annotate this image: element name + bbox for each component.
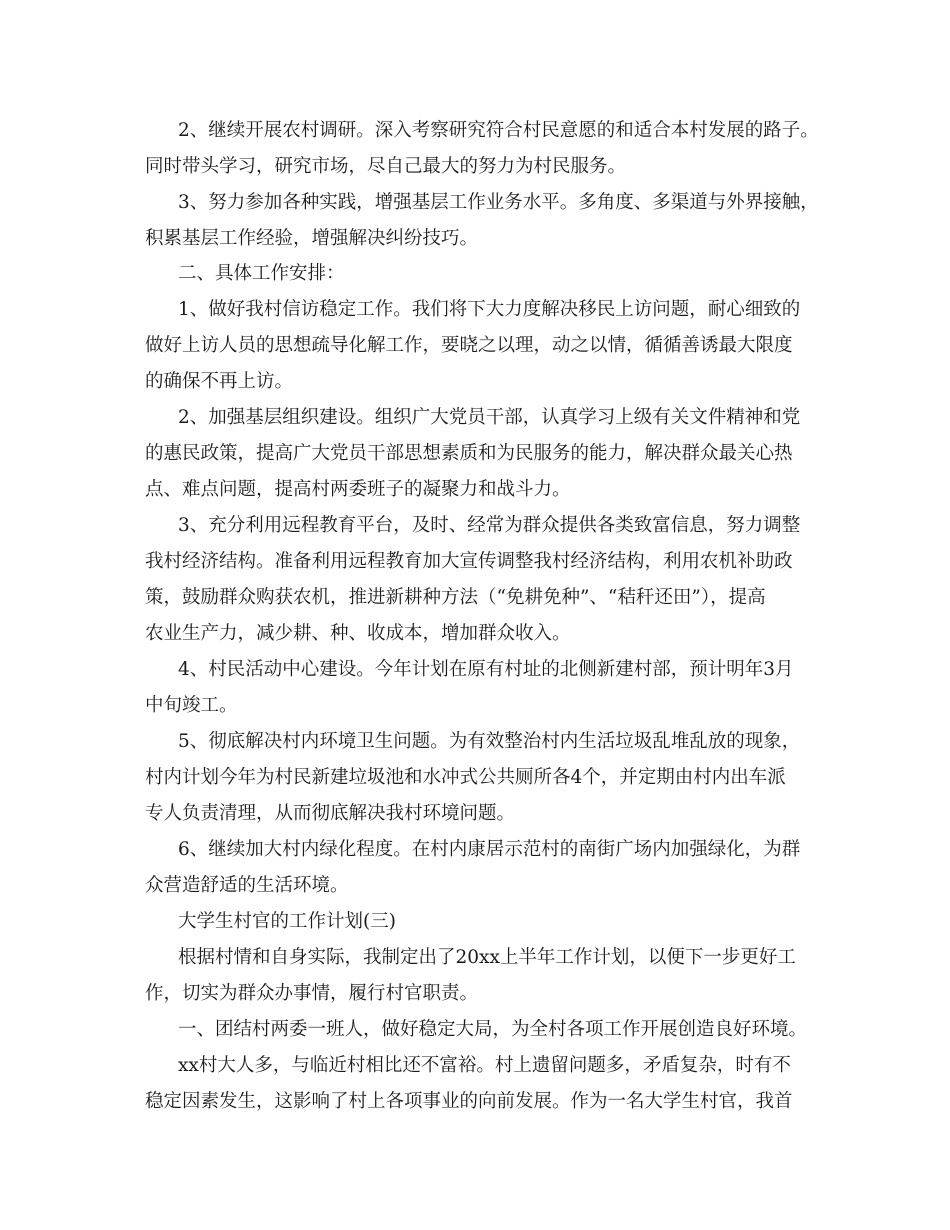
paragraph-line: 稳定因素发生，这影响了村上各项事业的向前发展。作为一名大学生村官，我首	[145, 1091, 793, 1112]
paragraph-line: xx村大人多，与临近村相比还不富裕。村上遗留问题多，矛盾复杂，时有不	[178, 1055, 791, 1076]
paragraph-line: 农业生产力，减少耕、种、收成本，增加群众收入。	[145, 623, 571, 644]
paragraph-line: 策，鼓励群众购获农机，推进新耕种方法（“免耕免种”、“秸秆还田”），提高	[145, 587, 766, 608]
paragraph-line: 2、加强基层组织建设。组织广大党员干部，认真学习上级有关文件精神和党	[178, 407, 801, 428]
paragraph-line: 众营造舒适的生活环境。	[145, 875, 349, 896]
paragraph-line: 村内计划今年为村民新建垃圾池和水冲式公共厕所各4个，并定期由村内出车派	[145, 767, 786, 788]
paragraph-line: 同时带头学习，研究市场，尽自己最大的努力为村民服务。	[145, 156, 627, 177]
paragraph-line: 6、继续加大村内绿化程度。在村内康居示范村的南街广场内加强绿化，为群	[178, 839, 801, 860]
section-heading: 二、具体工作安排：	[178, 263, 345, 284]
paragraph-line: 我村经济结构。准备利用远程教育加大宣传调整我村经济结构，利用农机补助政	[145, 551, 793, 572]
paragraph-line: 5、彻底解决村内环境卫生问题。为有效整治村内生活垃圾乱堆乱放的现象，	[178, 731, 801, 752]
paragraph-line: 2、继续开展农村调研。深入考察研究符合村民意愿的和适合本村发展的路子。	[178, 120, 819, 141]
paragraph-line: 中旬竣工。	[145, 695, 238, 716]
paragraph-line: 4、村民活动中心建设。今年计划在原有村址的北侧新建村部，预计明年3月	[178, 659, 794, 680]
section-heading: 一、团结村两委一班人，做好稳定大局，为全村各项工作开展创造良好环境。	[178, 1019, 808, 1040]
paragraph-line: 专人负责清理，从而彻底解决我村环境问题。	[145, 803, 516, 824]
paragraph-line: 积累基层工作经验，增强解决纠纷技巧。	[145, 228, 479, 249]
paragraph-line: 3、充分利用远程教育平台，及时、经常为群众提供各类致富信息，努力调整	[178, 515, 801, 536]
paragraph-line: 做好上访人员的思想疏导化解工作，要晓之以理，动之以情，循循善诱最大限度	[145, 335, 793, 356]
paragraph-line: 点、难点问题，提高村两委班子的凝聚力和战斗力。	[145, 479, 571, 500]
section-title: 大学生村官的工作计划(三)	[178, 911, 396, 932]
paragraph-line: 的确保不再上访。	[145, 371, 294, 392]
paragraph-line: 1、做好我村信访稳定工作。我们将下大力度解决移民上访问题，耐心细致的	[178, 299, 801, 320]
paragraph-line: 作，切实为群众办事情，履行村官职责。	[145, 983, 479, 1004]
paragraph-line: 的惠民政策，提高广大党员干部思想素质和为民服务的能力，解决群众最关心热	[145, 443, 793, 464]
paragraph-line: 根据村情和自身实际，我制定出了20xx上半年工作计划，以便下一步更好工	[178, 947, 796, 968]
paragraph-line: 3、努力参加各种实践，增强基层工作业务水平。多角度、多渠道与外界接触，	[178, 192, 819, 213]
